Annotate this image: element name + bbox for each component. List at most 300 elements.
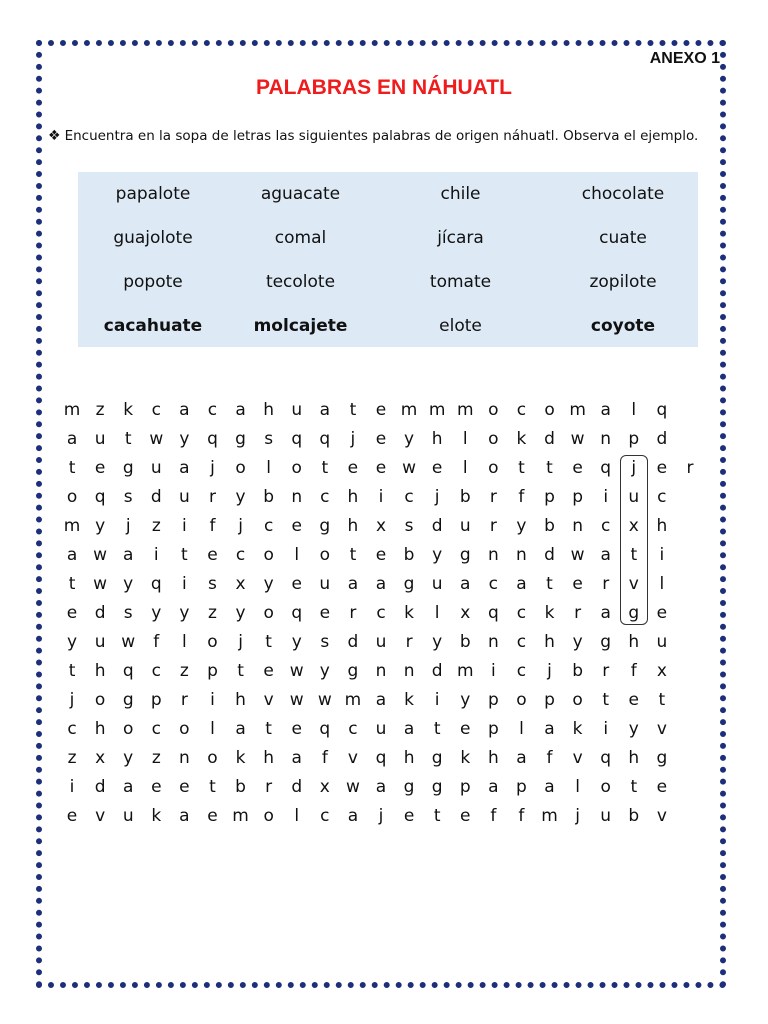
puzzle-letter[interactable]: y bbox=[516, 516, 527, 536]
puzzle-letter[interactable]: e bbox=[66, 806, 78, 826]
puzzle-letter[interactable]: g bbox=[235, 429, 246, 449]
puzzle-letter[interactable]: r bbox=[686, 458, 694, 478]
puzzle-letter[interactable]: j bbox=[350, 429, 356, 449]
puzzle-letter[interactable]: c bbox=[488, 574, 499, 594]
puzzle-letter[interactable]: c bbox=[263, 516, 274, 536]
puzzle-letter[interactable]: e bbox=[656, 777, 668, 797]
puzzle-letter[interactable]: e bbox=[151, 777, 162, 797]
puzzle-letter[interactable]: c bbox=[151, 400, 161, 420]
puzzle-letter[interactable]: b bbox=[459, 632, 471, 652]
puzzle-letter[interactable]: g bbox=[319, 516, 331, 536]
puzzle-letter[interactable]: k bbox=[151, 806, 162, 826]
puzzle-letter[interactable]: i bbox=[490, 661, 496, 681]
puzzle-letter[interactable] bbox=[676, 717, 704, 746]
puzzle-letter[interactable]: h bbox=[403, 748, 415, 768]
puzzle-letter[interactable]: a bbox=[516, 748, 527, 768]
puzzle-letter[interactable]: y bbox=[179, 429, 190, 449]
puzzle-letter[interactable]: m bbox=[569, 400, 586, 420]
puzzle-letter[interactable]: u bbox=[431, 574, 443, 594]
puzzle-letter[interactable]: m bbox=[63, 516, 81, 536]
puzzle-letter[interactable]: n bbox=[572, 516, 583, 536]
puzzle-letter[interactable]: t bbox=[68, 661, 76, 681]
puzzle-letter[interactable]: q bbox=[291, 603, 303, 623]
puzzle-letter[interactable] bbox=[676, 427, 704, 456]
puzzle-letter[interactable]: o bbox=[66, 487, 78, 507]
puzzle-letter[interactable]: e bbox=[207, 545, 218, 565]
puzzle-letter[interactable]: p bbox=[628, 429, 640, 449]
puzzle-letter[interactable]: c bbox=[348, 719, 358, 739]
puzzle-letter[interactable]: a bbox=[544, 719, 555, 739]
puzzle-letter[interactable]: t bbox=[265, 719, 272, 739]
puzzle-letter[interactable]: k bbox=[123, 400, 134, 420]
puzzle-letter[interactable]: f bbox=[630, 661, 637, 681]
puzzle-letter[interactable]: r bbox=[574, 603, 582, 623]
puzzle-letter[interactable]: n bbox=[487, 632, 499, 652]
puzzle-letter[interactable]: t bbox=[433, 806, 441, 826]
puzzle-letter[interactable]: k bbox=[516, 429, 527, 449]
puzzle-letter[interactable]: a bbox=[375, 574, 387, 594]
puzzle-letter[interactable]: t bbox=[658, 690, 666, 710]
puzzle-letter[interactable]: q bbox=[291, 429, 303, 449]
puzzle-letter[interactable]: x bbox=[656, 661, 667, 681]
puzzle-letter[interactable]: z bbox=[95, 400, 105, 420]
puzzle-letter[interactable]: e bbox=[460, 719, 471, 739]
puzzle-letter[interactable]: n bbox=[178, 748, 190, 768]
puzzle-letter[interactable]: e bbox=[207, 806, 218, 826]
puzzle-letter[interactable]: a bbox=[66, 429, 78, 449]
puzzle-letter[interactable]: o bbox=[263, 806, 274, 826]
puzzle-letter[interactable]: i bbox=[182, 574, 187, 594]
puzzle-letter[interactable]: m bbox=[456, 661, 474, 681]
puzzle-letter[interactable]: q bbox=[600, 458, 612, 478]
puzzle-letter[interactable]: q bbox=[600, 748, 612, 768]
puzzle-letter[interactable]: o bbox=[600, 777, 611, 797]
puzzle-letter[interactable]: b bbox=[235, 777, 246, 797]
puzzle-letter[interactable]: h bbox=[628, 748, 640, 768]
puzzle-letter[interactable]: h bbox=[656, 516, 668, 536]
puzzle-letter[interactable]: i bbox=[378, 487, 384, 507]
puzzle-letter[interactable]: a bbox=[460, 574, 471, 594]
puzzle-letter[interactable]: p bbox=[150, 690, 162, 710]
puzzle-letter[interactable]: p bbox=[459, 777, 471, 797]
puzzle-letter[interactable]: y bbox=[628, 719, 639, 739]
puzzle-letter[interactable]: e bbox=[431, 458, 443, 478]
puzzle-letter[interactable]: w bbox=[289, 690, 304, 710]
puzzle-letter[interactable]: u bbox=[94, 429, 106, 449]
puzzle-letter[interactable]: m bbox=[400, 400, 418, 420]
puzzle-letter[interactable]: c bbox=[516, 661, 527, 681]
puzzle-letter[interactable]: w bbox=[345, 777, 360, 797]
puzzle-letter[interactable]: i bbox=[603, 487, 609, 507]
puzzle-letter[interactable]: p bbox=[544, 487, 555, 507]
puzzle-letter[interactable]: z bbox=[208, 603, 217, 623]
puzzle-letter[interactable]: c bbox=[657, 487, 667, 507]
puzzle-letter[interactable]: t bbox=[546, 574, 553, 594]
puzzle-letter[interactable]: y bbox=[123, 574, 134, 594]
puzzle-letter[interactable]: x bbox=[375, 516, 387, 536]
puzzle-letter[interactable]: o bbox=[319, 545, 331, 565]
puzzle-letter[interactable]: y bbox=[432, 545, 443, 565]
puzzle-letter[interactable]: t bbox=[181, 545, 188, 565]
puzzle-letter[interactable]: u bbox=[319, 574, 331, 594]
puzzle-letter[interactable]: u bbox=[375, 719, 387, 739]
puzzle-letter[interactable]: c bbox=[404, 487, 414, 507]
puzzle-letter[interactable]: c bbox=[235, 545, 246, 565]
puzzle-letter[interactable]: l bbox=[462, 458, 468, 478]
puzzle-letter[interactable]: a bbox=[235, 400, 246, 420]
puzzle-letter[interactable]: d bbox=[94, 603, 106, 623]
puzzle-letter[interactable]: p bbox=[487, 690, 499, 710]
puzzle-letter[interactable]: e bbox=[94, 458, 106, 478]
puzzle-letter[interactable]: u bbox=[122, 806, 134, 826]
puzzle-letter[interactable]: u bbox=[656, 632, 668, 652]
puzzle-letter[interactable]: b bbox=[403, 545, 415, 565]
puzzle-letter[interactable]: p bbox=[487, 719, 499, 739]
puzzle-letter[interactable]: e bbox=[460, 806, 471, 826]
puzzle-letter[interactable]: j bbox=[69, 690, 75, 710]
puzzle-letter[interactable]: e bbox=[375, 429, 387, 449]
puzzle-letter[interactable]: e bbox=[656, 458, 668, 478]
puzzle-letter[interactable]: v bbox=[628, 574, 639, 594]
puzzle-letter[interactable]: w bbox=[317, 690, 332, 710]
puzzle-letter[interactable]: j bbox=[210, 458, 215, 478]
puzzle-letter[interactable]: z bbox=[151, 516, 161, 536]
puzzle-letter[interactable]: u bbox=[291, 400, 303, 420]
puzzle-letter[interactable]: q bbox=[94, 487, 106, 507]
puzzle-letter[interactable]: x bbox=[460, 603, 471, 623]
puzzle-letter[interactable]: i bbox=[210, 690, 215, 710]
puzzle-letter[interactable]: e bbox=[291, 516, 302, 536]
puzzle-letter[interactable]: c bbox=[151, 661, 161, 681]
puzzle-letter[interactable]: f bbox=[518, 806, 525, 826]
puzzle-letter[interactable]: l bbox=[294, 545, 300, 565]
puzzle-letter[interactable]: c bbox=[151, 719, 161, 739]
puzzle-letter[interactable]: y bbox=[179, 603, 190, 623]
puzzle-letter[interactable]: r bbox=[489, 516, 497, 536]
puzzle-letter[interactable]: d bbox=[94, 777, 106, 797]
puzzle-letter[interactable]: e bbox=[656, 603, 668, 623]
puzzle-letter[interactable]: n bbox=[516, 545, 527, 565]
puzzle-letter[interactable]: w bbox=[289, 661, 304, 681]
puzzle-letter[interactable]: c bbox=[320, 487, 330, 507]
puzzle-letter[interactable]: k bbox=[235, 748, 246, 768]
puzzle-letter[interactable]: l bbox=[434, 603, 440, 623]
puzzle-letter[interactable]: g bbox=[431, 777, 443, 797]
puzzle-letter[interactable]: d bbox=[291, 777, 303, 797]
puzzle-letter[interactable] bbox=[676, 514, 704, 543]
puzzle-letter[interactable]: o bbox=[516, 690, 527, 710]
puzzle-letter[interactable]: w bbox=[570, 429, 585, 449]
puzzle-letter[interactable]: a bbox=[600, 603, 611, 623]
puzzle-letter[interactable]: m bbox=[232, 806, 249, 826]
puzzle-letter[interactable]: u bbox=[459, 516, 471, 536]
puzzle-letter[interactable] bbox=[676, 398, 704, 427]
puzzle-letter[interactable]: y bbox=[151, 603, 162, 623]
puzzle-letter[interactable]: l bbox=[631, 400, 637, 420]
puzzle-letter[interactable]: p bbox=[516, 777, 527, 797]
puzzle-letter[interactable]: d bbox=[347, 632, 359, 652]
puzzle-letter[interactable]: s bbox=[404, 516, 414, 536]
puzzle-letter[interactable]: o bbox=[488, 400, 499, 420]
puzzle-letter[interactable]: d bbox=[656, 429, 668, 449]
puzzle-letter[interactable]: e bbox=[291, 574, 302, 594]
puzzle-letter[interactable]: e bbox=[572, 574, 583, 594]
puzzle-letter[interactable]: f bbox=[518, 487, 525, 507]
puzzle-letter[interactable]: i bbox=[153, 545, 159, 565]
puzzle-letter[interactable]: v bbox=[263, 690, 274, 710]
puzzle-letter[interactable]: h bbox=[628, 632, 640, 652]
puzzle-letter[interactable]: h bbox=[544, 632, 555, 652]
puzzle-letter[interactable]: o bbox=[291, 458, 302, 478]
puzzle-letter[interactable]: g bbox=[600, 632, 612, 652]
puzzle-letter[interactable]: g bbox=[403, 574, 415, 594]
puzzle-letter[interactable]: o bbox=[263, 603, 274, 623]
puzzle-letter[interactable]: v bbox=[95, 806, 106, 826]
puzzle-letter[interactable]: h bbox=[94, 661, 106, 681]
puzzle-letter[interactable]: k bbox=[404, 690, 414, 710]
puzzle-letter[interactable]: e bbox=[319, 603, 331, 623]
puzzle-letter[interactable]: y bbox=[123, 748, 134, 768]
puzzle-letter[interactable]: l bbox=[266, 458, 271, 478]
puzzle-letter[interactable]: y bbox=[263, 574, 274, 594]
puzzle-letter[interactable]: j bbox=[631, 458, 637, 478]
puzzle-letter[interactable]: o bbox=[94, 690, 106, 710]
puzzle-letter[interactable]: i bbox=[659, 545, 665, 565]
puzzle-letter[interactable]: h bbox=[263, 748, 275, 768]
puzzle-letter[interactable]: t bbox=[630, 545, 638, 565]
puzzle-letter[interactable]: q bbox=[319, 719, 331, 739]
puzzle-letter[interactable]: a bbox=[347, 806, 359, 826]
puzzle-letter[interactable]: j bbox=[378, 806, 384, 826]
puzzle-letter[interactable] bbox=[676, 804, 704, 833]
puzzle-letter[interactable]: e bbox=[263, 661, 274, 681]
puzzle-letter[interactable]: d bbox=[544, 545, 555, 565]
puzzle-letter[interactable]: j bbox=[125, 516, 131, 536]
puzzle-letter[interactable]: u bbox=[150, 458, 162, 478]
puzzle-letter[interactable]: w bbox=[402, 458, 417, 478]
puzzle-letter[interactable]: q bbox=[375, 748, 387, 768]
puzzle-letter[interactable]: q bbox=[319, 429, 331, 449]
puzzle-letter[interactable]: i bbox=[69, 777, 75, 797]
puzzle-letter[interactable]: r bbox=[405, 632, 413, 652]
puzzle-letter[interactable]: g bbox=[122, 458, 134, 478]
puzzle-letter[interactable]: c bbox=[601, 516, 611, 536]
puzzle-letter[interactable]: k bbox=[404, 603, 414, 623]
puzzle-letter[interactable]: w bbox=[121, 632, 136, 652]
puzzle-letter[interactable]: t bbox=[630, 777, 638, 797]
puzzle-letter[interactable]: a bbox=[347, 574, 359, 594]
puzzle-letter[interactable]: u bbox=[178, 487, 190, 507]
puzzle-letter[interactable]: o bbox=[544, 400, 555, 420]
puzzle-letter[interactable]: q bbox=[207, 429, 218, 449]
puzzle-letter[interactable]: g bbox=[628, 603, 640, 623]
puzzle-letter[interactable]: d bbox=[431, 661, 443, 681]
puzzle-letter[interactable]: m bbox=[456, 400, 474, 420]
puzzle-letter[interactable]: g bbox=[656, 748, 668, 768]
puzzle-letter[interactable]: m bbox=[541, 806, 558, 826]
puzzle-letter[interactable]: a bbox=[600, 545, 611, 565]
puzzle-letter[interactable]: y bbox=[319, 661, 330, 681]
puzzle-letter[interactable]: t bbox=[546, 458, 553, 478]
puzzle-letter[interactable]: y bbox=[291, 632, 302, 652]
puzzle-letter[interactable]: m bbox=[428, 400, 446, 420]
puzzle-letter[interactable]: f bbox=[490, 806, 497, 826]
puzzle-letter[interactable]: h bbox=[431, 429, 443, 449]
puzzle-letter[interactable]: i bbox=[434, 690, 440, 710]
puzzle-letter[interactable]: h bbox=[235, 690, 246, 710]
puzzle-letter[interactable]: o bbox=[207, 632, 218, 652]
puzzle-letter[interactable] bbox=[676, 601, 704, 630]
puzzle-letter[interactable]: g bbox=[122, 690, 134, 710]
puzzle-letter[interactable]: g bbox=[347, 661, 359, 681]
puzzle-letter[interactable]: l bbox=[182, 632, 187, 652]
puzzle-letter[interactable]: r bbox=[208, 487, 216, 507]
puzzle-letter[interactable]: d bbox=[431, 516, 443, 536]
puzzle-letter[interactable]: a bbox=[123, 545, 134, 565]
puzzle-letter[interactable]: x bbox=[628, 516, 639, 536]
puzzle-letter[interactable]: h bbox=[347, 487, 359, 507]
puzzle-letter[interactable]: h bbox=[94, 719, 106, 739]
puzzle-letter[interactable]: y bbox=[432, 632, 443, 652]
puzzle-letter[interactable]: t bbox=[349, 545, 357, 565]
puzzle-letter[interactable]: n bbox=[403, 661, 415, 681]
puzzle-letter[interactable]: t bbox=[433, 719, 441, 739]
puzzle-letter[interactable]: y bbox=[235, 603, 246, 623]
puzzle-letter[interactable]: b bbox=[572, 661, 583, 681]
puzzle-letter[interactable]: q bbox=[150, 574, 162, 594]
puzzle-letter[interactable]: s bbox=[123, 603, 133, 623]
puzzle-letter[interactable]: p bbox=[207, 661, 218, 681]
puzzle-letter[interactable]: s bbox=[264, 429, 274, 449]
puzzle-letter[interactable]: e bbox=[179, 777, 190, 797]
puzzle-letter[interactable]: r bbox=[489, 487, 497, 507]
puzzle-letter[interactable]: c bbox=[207, 400, 218, 420]
puzzle-letter[interactable]: q bbox=[122, 661, 134, 681]
puzzle-letter[interactable]: o bbox=[179, 719, 190, 739]
puzzle-letter[interactable] bbox=[676, 659, 704, 688]
puzzle-letter[interactable]: e bbox=[628, 690, 639, 710]
puzzle-letter[interactable]: y bbox=[572, 632, 583, 652]
puzzle-letter[interactable]: w bbox=[570, 545, 585, 565]
puzzle-letter[interactable]: t bbox=[124, 429, 132, 449]
puzzle-letter[interactable]: r bbox=[265, 777, 273, 797]
puzzle-letter[interactable]: g bbox=[459, 545, 471, 565]
puzzle-letter[interactable] bbox=[676, 543, 704, 572]
puzzle-letter[interactable]: i bbox=[603, 719, 609, 739]
puzzle-letter[interactable]: z bbox=[151, 748, 161, 768]
puzzle-letter[interactable]: n bbox=[291, 487, 303, 507]
puzzle-letter[interactable]: l bbox=[462, 429, 468, 449]
puzzle-letter[interactable]: o bbox=[207, 748, 218, 768]
puzzle-letter[interactable]: r bbox=[349, 603, 357, 623]
puzzle-letter[interactable] bbox=[676, 775, 704, 804]
puzzle-letter[interactable]: j bbox=[434, 487, 440, 507]
puzzle-letter[interactable]: m bbox=[344, 690, 362, 710]
puzzle-letter[interactable]: n bbox=[600, 429, 612, 449]
puzzle-letter[interactable]: b bbox=[459, 487, 471, 507]
puzzle-letter[interactable]: z bbox=[67, 748, 77, 768]
puzzle-letter[interactable]: k bbox=[572, 719, 583, 739]
puzzle-letter[interactable]: e bbox=[66, 603, 78, 623]
puzzle-letter[interactable]: c bbox=[516, 632, 527, 652]
puzzle-letter[interactable]: v bbox=[656, 806, 667, 826]
puzzle-letter[interactable]: a bbox=[179, 458, 190, 478]
puzzle-letter[interactable] bbox=[676, 688, 704, 717]
puzzle-letter[interactable]: d bbox=[150, 487, 162, 507]
puzzle-letter[interactable]: a bbox=[516, 574, 527, 594]
puzzle-letter[interactable]: k bbox=[460, 748, 471, 768]
puzzle-letter[interactable]: c bbox=[516, 400, 527, 420]
puzzle-letter[interactable]: f bbox=[209, 516, 216, 536]
puzzle-letter[interactable]: a bbox=[291, 748, 302, 768]
puzzle-letter[interactable]: d bbox=[544, 429, 555, 449]
puzzle-letter[interactable] bbox=[676, 630, 704, 659]
puzzle-letter[interactable]: t bbox=[602, 690, 610, 710]
puzzle-letter[interactable]: x bbox=[95, 748, 106, 768]
puzzle-letter[interactable]: j bbox=[575, 806, 580, 826]
puzzle-letter[interactable]: t bbox=[518, 458, 525, 478]
puzzle-letter[interactable]: a bbox=[319, 400, 331, 420]
puzzle-letter[interactable]: o bbox=[235, 458, 246, 478]
puzzle-letter[interactable]: a bbox=[66, 545, 78, 565]
puzzle-letter[interactable]: v bbox=[572, 748, 583, 768]
puzzle-letter[interactable]: j bbox=[238, 632, 243, 652]
puzzle-letter[interactable]: a bbox=[403, 719, 415, 739]
puzzle-letter[interactable]: y bbox=[235, 487, 246, 507]
puzzle-letter[interactable]: x bbox=[319, 777, 330, 797]
puzzle-letter[interactable]: l bbox=[519, 719, 524, 739]
puzzle-letter[interactable]: u bbox=[628, 487, 640, 507]
puzzle-letter[interactable]: y bbox=[67, 632, 78, 652]
puzzle-letter[interactable]: j bbox=[547, 661, 552, 681]
puzzle-letter[interactable]: b bbox=[263, 487, 275, 507]
puzzle-letter[interactable]: b bbox=[544, 516, 555, 536]
puzzle-letter[interactable]: m bbox=[63, 400, 81, 420]
puzzle-letter[interactable]: t bbox=[265, 632, 272, 652]
puzzle-letter[interactable]: t bbox=[237, 661, 244, 681]
puzzle-letter[interactable] bbox=[676, 572, 704, 601]
puzzle-letter[interactable]: e bbox=[291, 719, 302, 739]
puzzle-letter[interactable]: v bbox=[347, 748, 358, 768]
puzzle-letter[interactable]: v bbox=[656, 719, 667, 739]
puzzle-letter[interactable]: y bbox=[404, 429, 415, 449]
puzzle-letter[interactable]: a bbox=[179, 806, 190, 826]
puzzle-letter[interactable]: c bbox=[516, 603, 527, 623]
puzzle-letter[interactable]: t bbox=[68, 574, 76, 594]
puzzle-letter[interactable]: a bbox=[375, 777, 387, 797]
puzzle-letter[interactable]: o bbox=[263, 545, 274, 565]
puzzle-letter[interactable]: a bbox=[600, 400, 611, 420]
puzzle-letter[interactable]: u bbox=[375, 632, 387, 652]
puzzle-letter[interactable]: w bbox=[93, 574, 108, 594]
puzzle-letter[interactable]: e bbox=[375, 545, 387, 565]
puzzle-letter[interactable]: t bbox=[68, 458, 76, 478]
puzzle-letter[interactable]: c bbox=[320, 806, 330, 826]
puzzle-letter[interactable]: a bbox=[235, 719, 246, 739]
puzzle-letter[interactable]: g bbox=[403, 777, 415, 797]
puzzle-letter[interactable]: f bbox=[546, 748, 553, 768]
puzzle-letter[interactable]: s bbox=[208, 574, 217, 594]
puzzle-letter[interactable]: q bbox=[656, 400, 668, 420]
puzzle-letter[interactable]: n bbox=[375, 661, 387, 681]
puzzle-letter[interactable]: a bbox=[179, 400, 190, 420]
puzzle-letter[interactable]: o bbox=[488, 458, 499, 478]
puzzle-letter[interactable]: t bbox=[321, 458, 329, 478]
puzzle-letter[interactable]: h bbox=[487, 748, 499, 768]
puzzle-letter[interactable]: h bbox=[263, 400, 275, 420]
puzzle-letter[interactable]: l bbox=[210, 719, 215, 739]
puzzle-letter[interactable]: j bbox=[238, 516, 243, 536]
